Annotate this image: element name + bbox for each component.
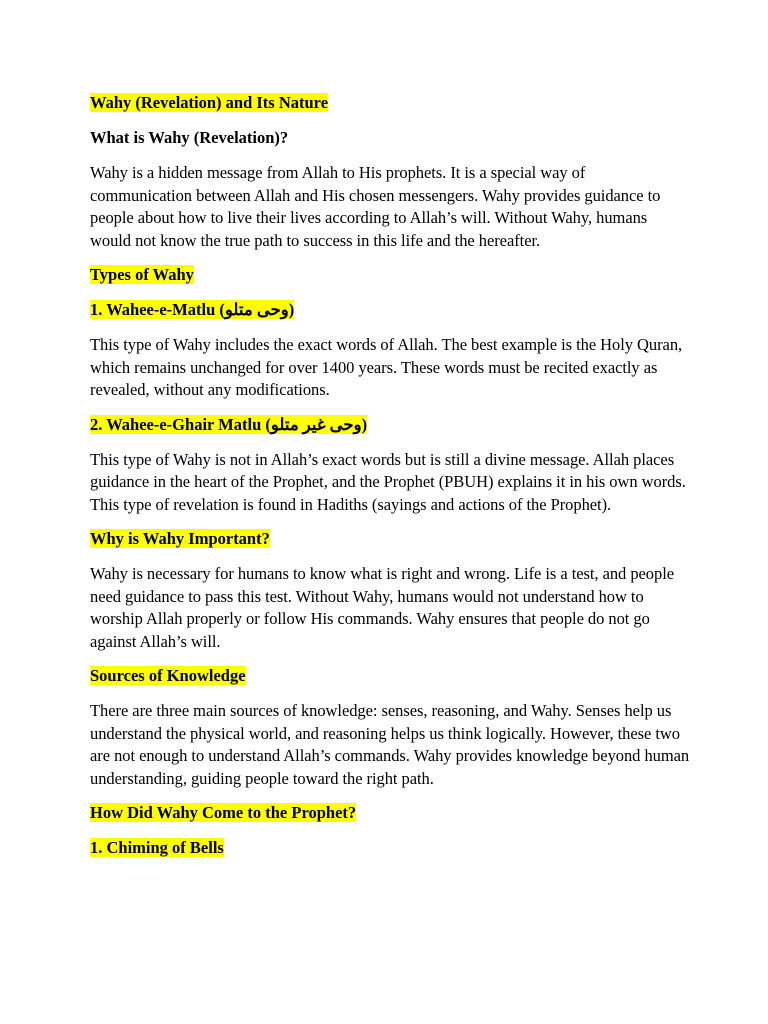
paragraph-why-important: Wahy is necessary for humans to know what is right and wrong. Life is a test, and people need guidance to pass this test. Without Wahy, humans would not understand how to worship Allah properly or follow His commands. Wahy ensures that people do not go against Allah’s will.	[90, 564, 675, 651]
subheading-what-is-wahy: What is Wahy (Revelation)?	[90, 128, 289, 147]
document-title: Wahy (Revelation) and Its Nature	[90, 93, 329, 112]
document-page	[90, 92, 690, 872]
heading-why-important-block	[90, 528, 690, 550]
heading-types-of-wahy: Types of Wahy	[90, 265, 194, 284]
paragraph-what-is-wahy: Wahy is a hidden message from Allah to His prophets. It is a special way of communication between Allah and His chosen messengers. Wahy provides guidance to people about how to live their lives according to Allah’s will. Without Wahy, humans would not know the true path to success in this life and the hereafter.	[90, 163, 661, 250]
heading-why-important: Why is Wahy Important?	[90, 529, 270, 548]
document-title-block	[90, 92, 690, 114]
heading-wahee-e-ghair-matlu: 2. Wahee-e-Ghair Matlu (وحی غیر متلو)	[90, 414, 368, 434]
paragraph-sources-of-knowledge: There are three main sources of knowledge: senses, reasoning, and Wahy. Senses help us understand the physical world, and reasoning helps us think logically. However, these two are not enough to understand Allah’s commands. Wahy provides knowledge beyond human understanding, guiding people toward the right path.	[90, 701, 690, 788]
heading-wahee-e-matlu: 1. Wahee-e-Matlu (وحی متلو)	[90, 300, 295, 319]
heading-sources-of-knowledge: Sources of Knowledge	[90, 666, 246, 685]
heading-how-did-wahy-come-block	[90, 802, 690, 824]
heading-wahee-e-ghair-matlu-block	[90, 414, 690, 436]
heading-chiming-of-bells: 1. Chiming of Bells	[90, 838, 224, 857]
heading-sources-of-knowledge-block	[90, 665, 690, 687]
heading-chiming-of-bells-block	[90, 837, 690, 859]
heading-how-did-wahy-come: How Did Wahy Come to the Prophet?	[90, 803, 357, 822]
paragraph-wahee-e-ghair-matlu: This type of Wahy is not in Allah’s exact words but is still a divine message. Allah places guidance in the heart of the Prophet, and the Prophet (PBUH) explains it in his own words. This type of revelation is found in Hadiths (sayings and actions of the Prophet).	[90, 449, 686, 514]
heading-types-of-wahy-block	[90, 264, 690, 286]
paragraph-wahee-e-matlu: This type of Wahy includes the exact words of Allah. The best example is the Holy Quran, which remains unchanged for over 1400 years. These words must be recited exactly as revealed, without any modifications.	[90, 335, 683, 399]
heading-wahee-e-matlu-block	[90, 299, 690, 321]
